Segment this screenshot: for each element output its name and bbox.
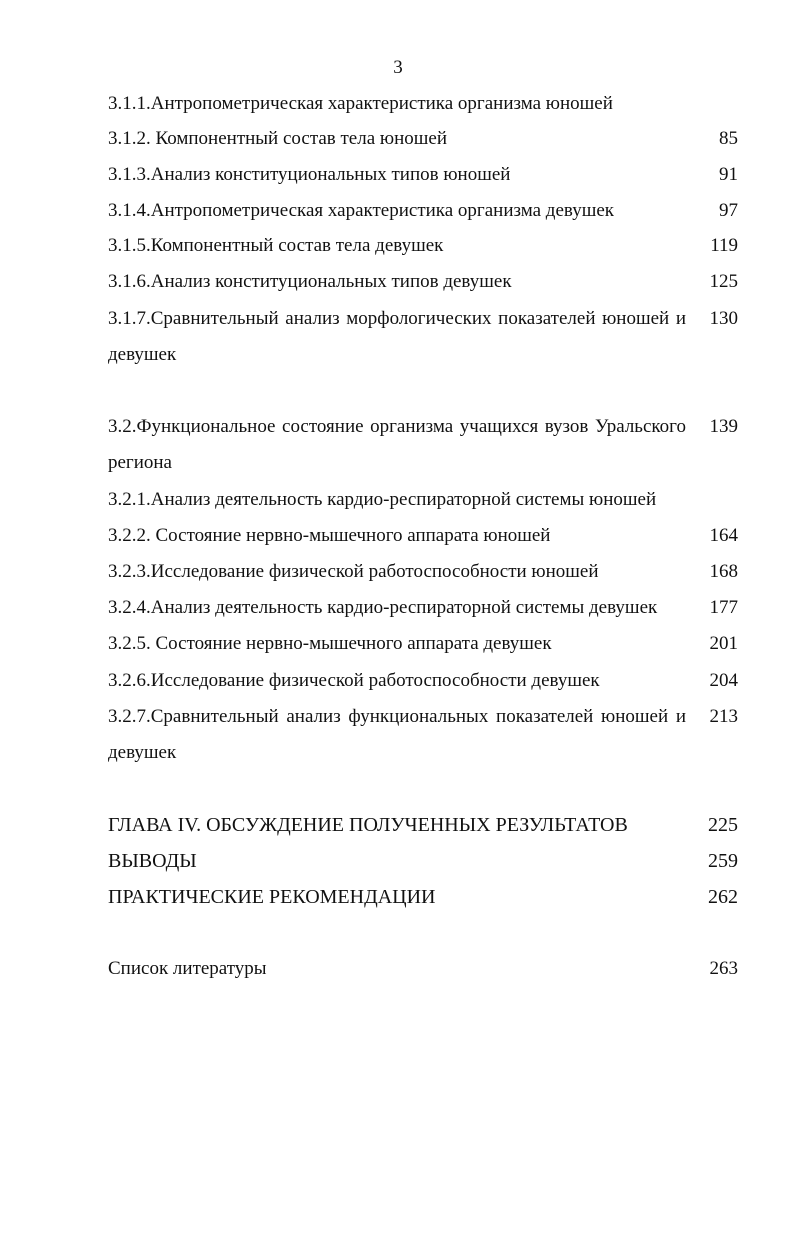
toc-entry-3-2-5[interactable] [108,626,738,662]
toc-entry-3-1-5[interactable] [108,228,738,264]
toc-entry-title: 3.1.7.Сравнительный анализ морфологических показателей юношей и девушек [108,308,686,365]
toc-entry-title: 3.2.2. Состояние нервно-мышечного аппарата юношей [108,525,551,546]
toc-entry-title: 3.2.7.Сравнительный анализ функциональных показателей юношей и девушек [108,706,686,763]
toc-entry-chapter-4[interactable] [108,807,738,843]
toc-entry-3-2-3[interactable] [108,554,738,590]
toc-entry-title: 3.2.3.Исследование физической работоспособности юношей [108,561,599,582]
toc-entry-title: 3.2.6.Исследование физической работоспособности девушек [108,670,600,691]
toc-entry-3-1-7[interactable] [108,301,738,373]
toc-entry-page: 85 [719,128,738,149]
toc-entry-page: 168 [709,561,738,582]
toc-entry-title: ГЛАВА IV. ОБСУЖДЕНИЕ ПОЛУЧЕННЫХ РЕЗУЛЬТАТОВ [108,814,628,836]
toc-entry-page: 225 [708,814,738,836]
toc-entry-3-1-3[interactable] [108,157,738,193]
toc-entry-3-2-1[interactable] [108,482,738,518]
toc-entry-page: 91 [719,164,738,185]
toc-entry-page: 177 [709,597,738,618]
toc-entry-page: 262 [708,886,738,908]
toc-entry-title: Список литературы [108,958,267,979]
toc-entry-title: 3.1.6.Анализ конституциональных типов девушек [108,271,512,292]
page-number: 3 [393,57,403,78]
toc-entry-page: 130 [709,308,738,329]
toc-entry-conclusions[interactable] [108,843,738,879]
toc-entry-3-2-6[interactable] [108,663,738,699]
toc-entry-page: 259 [708,850,738,872]
toc-entry-title: ВЫВОДЫ [108,850,197,872]
toc-entry-page: 119 [710,235,738,256]
toc-entry-title: 3.2.5. Состояние нервно-мышечного аппарата девушек [108,633,552,654]
toc-entry-page: 263 [709,958,738,979]
toc-entry-title: 3.1.3.Анализ конституциональных типов юношей [108,164,511,185]
toc-entry-3-2-7[interactable] [108,699,738,771]
toc-entry-3-1-1[interactable] [108,86,738,122]
toc-entry-3-1-2[interactable] [108,121,738,157]
toc-entry-page: 164 [709,525,738,546]
toc-entry-title: 3.1.4.Антропометрическая характеристика организма девушек [108,200,615,221]
toc-entry-3-1-6[interactable] [108,264,738,300]
toc-entry-3-2[interactable] [108,409,738,481]
toc-entry-page: 125 [709,271,738,292]
toc-entry-title: 3.1.1.Антропометрическая характеристика организма юношей [108,93,613,114]
toc-entry-title: 3.2.1.Анализ деятельность кардио-респираторной системы юношей [108,489,657,510]
toc-entry-page: 97 [719,200,738,221]
toc-entry-3-1-4[interactable] [108,193,738,229]
toc-entry-page: 204 [709,670,738,691]
toc-entry-recommendations[interactable] [108,879,738,915]
toc-entry-title: ПРАКТИЧЕСКИЕ РЕКОМЕНДАЦИИ [108,886,436,908]
toc-entry-title: 3.2.4.Анализ деятельность кардио-респираторной системы девушек [108,597,658,618]
toc-entry-references[interactable] [108,951,738,987]
toc-entry-page: 213 [709,706,738,727]
toc-entry-title: 3.1.2. Компонентный состав тела юношей [108,128,448,149]
toc-entry-page: 139 [709,416,738,437]
toc-entry-title: 3.2.Функциональное состояние организма учащихся вузов Уральского региона [108,416,686,473]
toc-entry-page: 201 [709,633,738,654]
toc-entry-title: 3.1.5.Компонентный состав тела девушек [108,235,444,256]
toc-entry-3-2-2[interactable] [108,518,738,554]
toc-entry-3-2-4[interactable] [108,590,738,626]
